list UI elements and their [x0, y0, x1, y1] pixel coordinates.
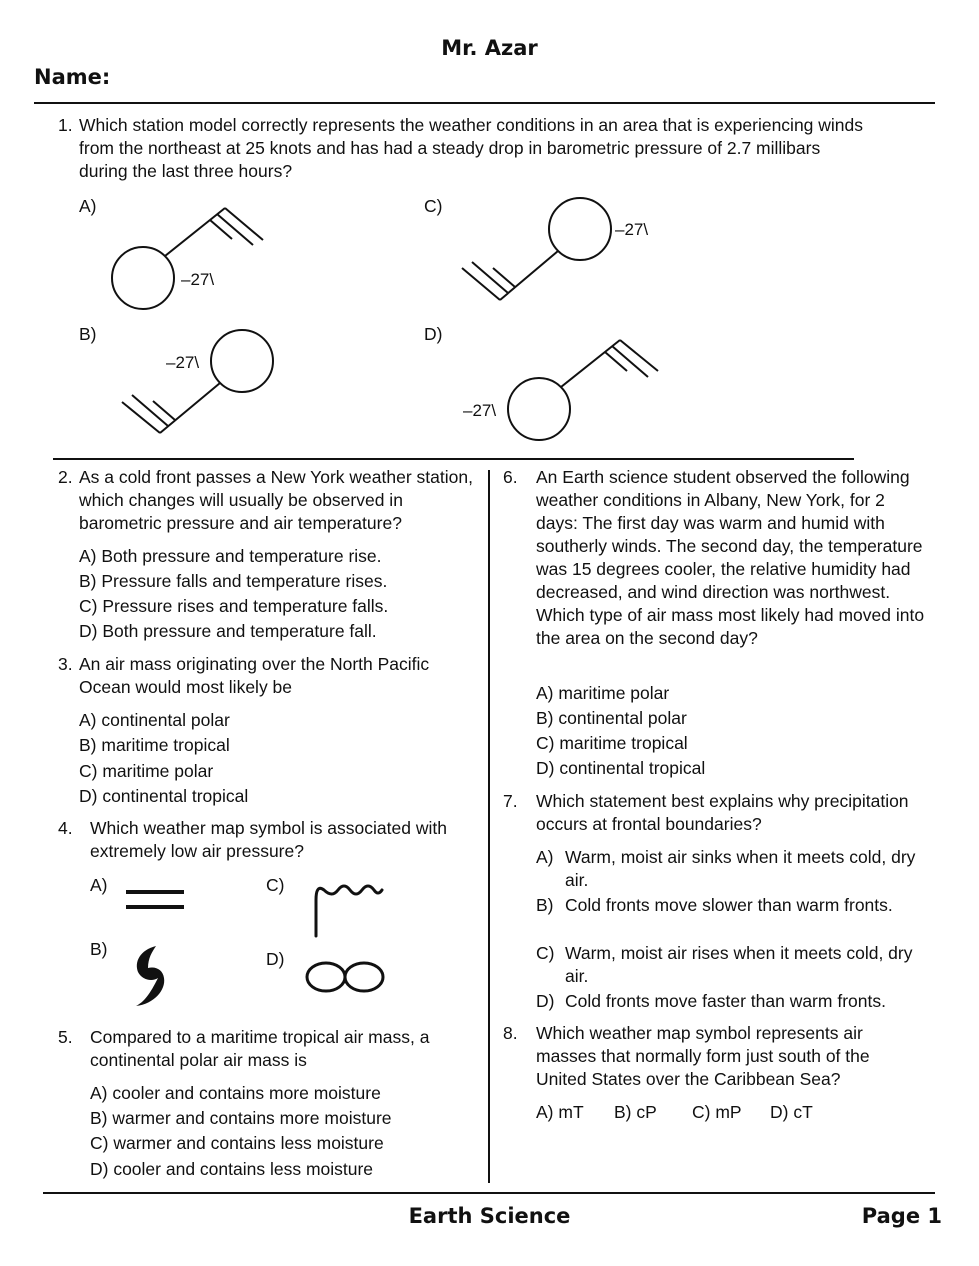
- question-text: Compared to a maritime tropical air mass, a continental polar air mass is: [90, 1027, 430, 1070]
- option-label-d[interactable]: D): [424, 324, 443, 344]
- question-number: 7.: [503, 791, 518, 811]
- wind-shaft: [165, 208, 225, 256]
- header-divider: [34, 102, 935, 104]
- name-label: Name:: [34, 65, 111, 89]
- station-model-b[interactable]: [115, 325, 285, 440]
- option-text: Cold fronts move slower than warm fronts.: [565, 895, 893, 915]
- station-model-a[interactable]: [100, 195, 280, 320]
- question-text: Which statement best explains why precipitation occurs at frontal boundaries?: [536, 791, 909, 834]
- footer-subject: Earth Science: [408, 1204, 571, 1228]
- station-circle: [549, 198, 611, 260]
- question-text: An air mass originating over the North Pacific Ocean would most likely be: [79, 654, 430, 697]
- station-model-c[interactable]: [455, 195, 675, 310]
- question-number: 2.: [58, 467, 73, 487]
- answer-option[interactable]: C) mP: [692, 1102, 742, 1122]
- squiggle-symbol-icon[interactable]: [310, 878, 390, 940]
- answer-option[interactable]: C) Pressure rises and temperature falls.: [79, 596, 389, 616]
- wind-shaft: [500, 251, 558, 300]
- option-label-d[interactable]: D): [266, 949, 285, 969]
- double-bar-symbol-icon[interactable]: [124, 888, 188, 916]
- wind-shaft: [160, 383, 220, 433]
- question-text: Which weather map symbol represents air masses that normally form just south of the United States over the Caribbean Sea?: [536, 1023, 870, 1089]
- question-text: Which weather map symbol is associated with extremely low air pressure?: [90, 818, 447, 861]
- pressure-tendency-label: –27\: [181, 270, 215, 289]
- question-number: 4.: [58, 818, 73, 838]
- option-letter: D): [536, 991, 555, 1011]
- wind-barb: [225, 208, 263, 240]
- station-circle: [508, 378, 570, 440]
- answer-option[interactable]: C) maritime polar: [79, 761, 214, 781]
- answer-option[interactable]: A) cooler and contains more moisture: [90, 1083, 381, 1103]
- option-label-b[interactable]: B): [79, 324, 97, 344]
- pressure-tendency-label: –27\: [166, 353, 200, 372]
- answer-option[interactable]: C) maritime tropical: [536, 733, 688, 753]
- question-text: Which station model correctly represents the weather conditions in an area that is experiencing winds from the northeast at 25 knots and has had a steady drop in barometric pressure of 2.7 millibars during the last three hours?: [79, 115, 864, 181]
- answer-option[interactable]: D) cooler and contains less moisture: [90, 1159, 374, 1179]
- answer-option[interactable]: B) Pressure falls and temperature rises.: [79, 571, 388, 591]
- pressure-tendency-label: –27\: [615, 220, 649, 239]
- option-label-b[interactable]: B): [90, 939, 108, 959]
- option-letter: B): [536, 895, 554, 915]
- option-label-c[interactable]: C): [424, 196, 443, 216]
- answer-option[interactable]: C) warmer and contains less moisture: [90, 1133, 384, 1153]
- station-circle: [211, 330, 273, 392]
- question-number: 5.: [58, 1027, 73, 1047]
- answer-option[interactable]: D) cT: [770, 1102, 813, 1122]
- station-circle: [112, 247, 174, 309]
- answer-option[interactable]: D) Both pressure and temperature fall.: [79, 621, 377, 641]
- question-text: An Earth science student observed the following weather conditions in Albany, New York, for 2 days: The first day was warm and humid with southerly winds. The second day, the temperature was 15 degrees cooler, the relative humidity had decreased, and wind direction was northwest. Which type of air mass most likely had moved into the area on the second day?: [536, 467, 925, 648]
- option-letter: C): [536, 943, 555, 963]
- teacher-name: Mr. Azar: [441, 36, 538, 60]
- station-model-d[interactable]: [460, 330, 670, 445]
- answer-option[interactable]: D) continental tropical: [536, 758, 706, 778]
- option-label-c[interactable]: C): [266, 875, 285, 895]
- page-number: Page 1: [861, 1204, 942, 1228]
- wind-barb: [620, 340, 658, 371]
- answer-option[interactable]: B) continental polar: [536, 708, 687, 728]
- wind-barb: [462, 268, 500, 300]
- answer-option[interactable]: D) continental tropical: [79, 786, 249, 806]
- option-text: Warm, moist air rises when it meets cold, dry air.: [565, 943, 913, 986]
- question-text: As a cold front passes a New York weather station, which changes will usually be observed in barometric pressure and air temperature?: [79, 467, 473, 533]
- wind-shaft: [561, 340, 620, 387]
- column-divider: [488, 470, 490, 1183]
- question-number: 8.: [503, 1023, 518, 1043]
- footer-divider: [43, 1192, 935, 1194]
- option-label-a[interactable]: A): [79, 196, 97, 216]
- hurricane-symbol-icon[interactable]: [130, 944, 172, 1010]
- double-loop-symbol-icon[interactable]: [303, 958, 389, 996]
- pressure-tendency-label: –27\: [463, 401, 497, 420]
- option-text: Warm, moist air sinks when it meets cold, dry air.: [565, 847, 916, 890]
- answer-option[interactable]: A) maritime polar: [536, 683, 670, 703]
- answer-option[interactable]: B) cP: [614, 1102, 657, 1122]
- question-number: 3.: [58, 654, 73, 674]
- option-label-a[interactable]: A): [90, 875, 108, 895]
- wind-barb: [122, 402, 160, 433]
- option-letter: A): [536, 847, 554, 867]
- answer-option[interactable]: B) warmer and contains more moisture: [90, 1108, 392, 1128]
- answer-option[interactable]: A) continental polar: [79, 710, 230, 730]
- question-number: 6.: [503, 467, 518, 487]
- answer-option[interactable]: A) mT: [536, 1102, 584, 1122]
- answer-option[interactable]: B) maritime tropical: [79, 735, 230, 755]
- option-text: Cold fronts move faster than warm fronts.: [565, 991, 886, 1011]
- section-divider: [53, 458, 854, 460]
- question-number: 1.: [58, 115, 73, 135]
- answer-option[interactable]: A) Both pressure and temperature rise.: [79, 546, 382, 566]
